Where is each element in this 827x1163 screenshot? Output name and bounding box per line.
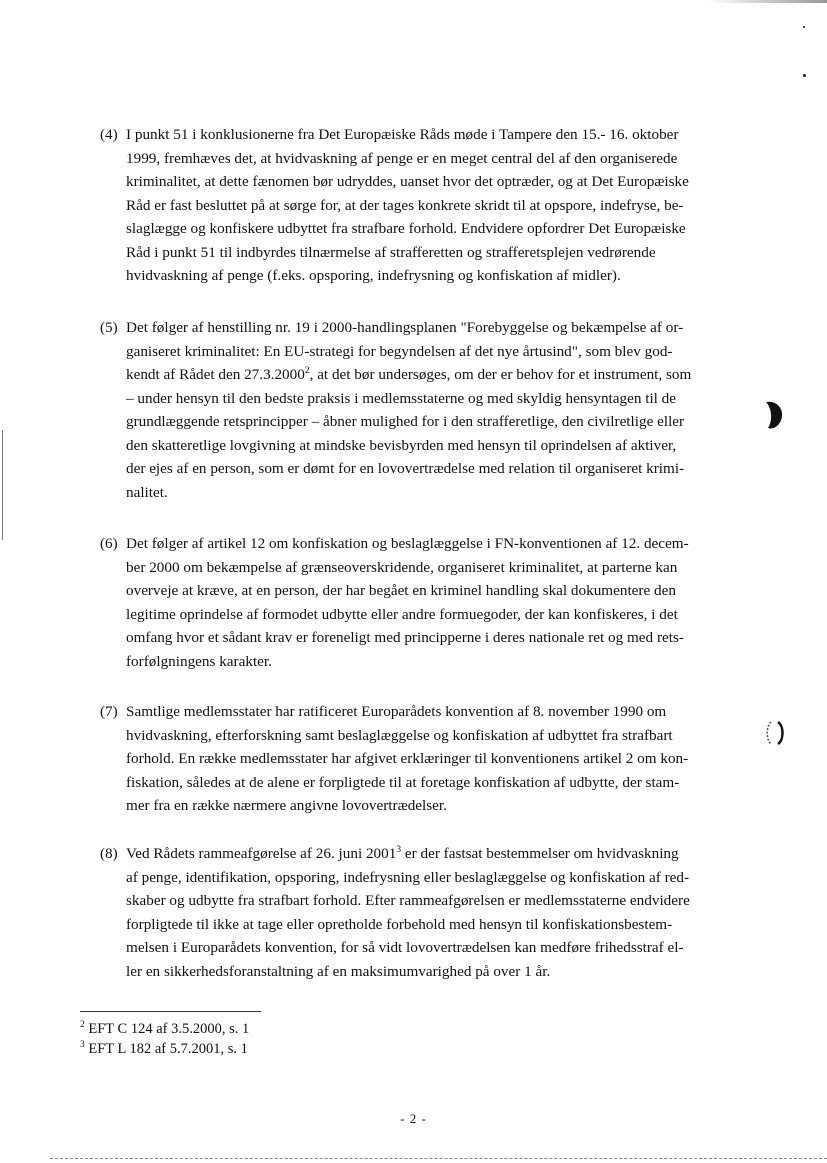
paragraph-line: den skatteretlige lovgivning at mindske bevisbyrden med hensyn til oprindelsen af aktiver, — [126, 436, 677, 454]
scan-speck — [803, 74, 806, 77]
footnote-divider — [80, 1011, 261, 1012]
paragraph-line: skaber og udbytte fra strafbart forhold. Efter rammeafgørelsen er medlemsstaterne endvidere — [126, 892, 690, 909]
paragraph-line: overveje at kræve, at en person, der har begået en kriminel handling skal dokumentere den — [126, 582, 676, 599]
paragraph-line: Råd er fast besluttet på at sørge for, at der tages konkrete skridt til at opspore, indefryse, be- — [126, 196, 684, 214]
paragraph-line: kriminalitet, at dette fænomen bør udryddes, uanset hvor det optræder, og at Det Europæiske — [126, 173, 689, 190]
paragraph-line: grundlæggende retsprincipper – åbner mulighed for i den strafferetlige, den civilretlige eller — [126, 413, 685, 430]
paragraph-line: – under hensyn til den bedste praksis i medlemsstaterne og med skyldig hensyntagen til de — [126, 389, 677, 407]
paragraph-line: I punkt 51 i konklusionerne fra Det Europæiske Råds møde i Tampere den 15.- 16. oktober — [126, 126, 679, 143]
punch-hole-icon — [764, 716, 786, 750]
paragraph-line — [100, 842, 752, 866]
paragraph-8 — [100, 842, 752, 983]
paragraph-line: ganiseret kriminalitet: En EU-strategi for begyndelsen af det nye årtusind", som blev god- — [126, 342, 673, 360]
paragraph-text: er der fastsat bestemmelser om hvidvaskning — [401, 845, 679, 862]
paragraph-line: mer fra en række nærmere angivne lovovertrædelser. — [126, 797, 447, 814]
paragraph-line: af penge, identifikation, opsporing, indefrysning eller beslaglæggelse og konfiskation af red- — [126, 868, 690, 886]
paragraph-5 — [100, 316, 752, 504]
paragraph-line: nalitet. — [126, 483, 168, 501]
footnote-text: EFT L 182 af 5.7.2001, s. 1 — [88, 1041, 248, 1057]
page-number: - 2 - — [400, 1111, 427, 1126]
paragraph-line: Det følger af artikel 12 om konfiskation og beslaglæggelse i FN-konventionen af 12. decem- — [126, 535, 689, 552]
paragraph-text: , at det bør undersøges, om der er behov for et instrument, som — [309, 366, 692, 383]
paragraph-text: kendt af Rådet den 27.3.2000 — [126, 366, 305, 383]
footnote-2 — [80, 1020, 249, 1038]
footnote-ref: 2 — [304, 366, 310, 376]
paragraph-line: legitime oprindelse af formodet udbytte eller andre formuegoder, der kan konfiskeres, i det — [126, 605, 678, 623]
paragraph-line: ber 2000 om bekæmpelse af grænseoverskridende, organiseret kriminalitet, at parterne kan — [126, 558, 678, 576]
paragraph-line: slaglægge og konfiskere udbyttet fra strafbare forhold. Endvidere opfordrer Det Europæiske — [126, 220, 686, 237]
scan-edge-bottom — [50, 1158, 827, 1160]
paragraph-line: forhold. En række medlemsstater har afgivet erklæringer til konventionens artikel 2 om kon- — [126, 750, 689, 767]
paragraph-text: Ved Rådets rammeafgørelse af 26. juni 2001 — [126, 845, 397, 862]
paragraph-number: (8) — [100, 845, 118, 862]
paragraph-line: hvidvaskning af penge (f.eks. opsporing, indefrysning og konfiskation af midler). — [126, 267, 621, 284]
scan-edge-left — [2, 430, 3, 540]
footnote-mark: 3 — [80, 1040, 85, 1050]
paragraph-4 — [100, 123, 752, 288]
footnote-ref: 3 — [396, 845, 402, 855]
paragraph-line: omfang hvor et sådant krav er foreneligt med principperne i deres nationale ret og med rets- — [126, 629, 684, 646]
paragraph-line: Det følger af henstilling nr. 19 i 2000-handlingsplanen "Forebyggelse og bekæmpelse af or- — [126, 319, 684, 336]
footnote-mark: 2 — [80, 1020, 85, 1030]
paragraph-number: (7) — [100, 703, 118, 720]
paragraph-line: fiskation, således at de alene er forpligtede til at foretage konfiskation af udbytte, der stam- — [126, 773, 680, 791]
paragraph-7 — [100, 700, 752, 818]
scan-speck — [803, 26, 805, 28]
paragraph-line: melsen i Europarådets konvention, for så vidt lovovertrædelsen kan medføre frihedsstraf el- — [126, 939, 684, 956]
paragraph-line: 1999, fremhæves det, at hvidvaskning af penge er en meget central del af den organiserede — [126, 149, 678, 167]
paragraph-number: (4) — [100, 126, 118, 143]
paragraph-line: Samtlige medlemsstater har ratificeret Europarådets konvention af 8. november 1990 om — [126, 703, 667, 720]
paragraph-line — [100, 363, 752, 387]
paragraph-line: forfølgningens karakter. — [126, 652, 272, 670]
paragraph-line: forpligtede til ikke at tage eller opretholde forbehold med hensyn til konfiskationsbestem- — [126, 915, 673, 933]
punch-hole-icon — [762, 398, 784, 432]
footnote-3 — [80, 1040, 248, 1058]
paragraph-6 — [100, 532, 752, 673]
paragraph-line: Råd i punkt 51 til indbyrdes tilnærmelse af strafferetten og strafferetsplejen vedrørende — [126, 243, 656, 261]
paragraph-line: ler en sikkerhedsforanstaltning af en maksimumvarighed på over 1 år. — [126, 962, 551, 980]
scan-edge-top — [707, 0, 827, 3]
paragraph-number: (5) — [100, 319, 118, 336]
paragraph-line: der ejes af en person, som er dømt for en lovovertrædelse med relation til organiseret krimi- — [126, 460, 685, 477]
footnote-text: EFT C 124 af 3.5.2000, s. 1 — [88, 1021, 250, 1037]
paragraph-number: (6) — [100, 535, 118, 552]
paragraph-line: hvidvaskning, efterforskning samt beslaglæggelse og konfiskation af udbyttet fra strafbart — [126, 726, 673, 744]
